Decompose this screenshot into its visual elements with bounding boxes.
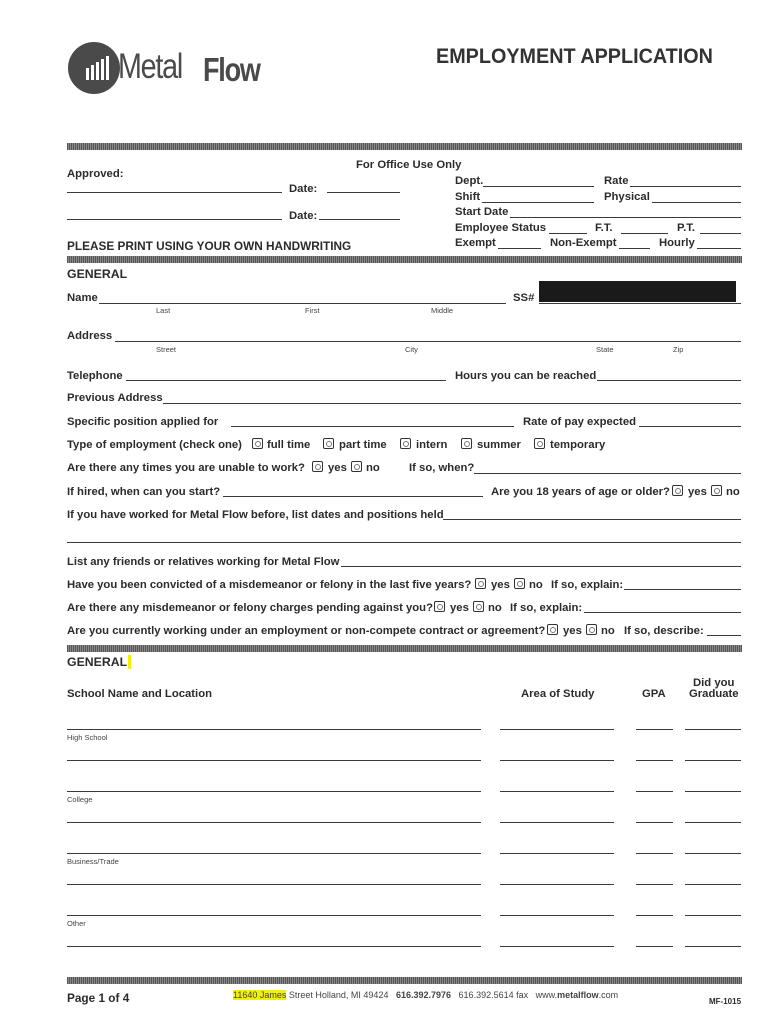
pending-explain-field[interactable] — [584, 612, 741, 613]
logo-text-bold: Flow — [203, 51, 260, 88]
college-area-line-1[interactable] — [500, 791, 614, 792]
hs-grad-line-2[interactable] — [685, 760, 741, 761]
convicted-no-label: no — [529, 579, 543, 591]
exempt-label: Exempt — [455, 237, 496, 249]
footer-website[interactable] — [536, 990, 619, 1000]
friends-label: List any friends or relatives working for Metal Flow — [67, 556, 340, 568]
footer-web-prefix: www. — [535, 990, 558, 1000]
row-label-high-school: High School — [67, 733, 108, 742]
physical-line[interactable] — [652, 202, 741, 203]
addr-state-caption: State — [596, 345, 614, 354]
other-school-line-1[interactable] — [67, 915, 481, 916]
approved-line-2[interactable] — [67, 219, 282, 220]
education-heading: GENERAL — [67, 655, 128, 669]
footer-contact — [233, 990, 618, 1000]
ss-field[interactable] — [539, 303, 741, 304]
ss-redacted-box — [539, 281, 736, 302]
col-school-header: School Name and Location — [67, 688, 212, 700]
metalflow-logo — [66, 40, 266, 96]
age18-no-checkbox[interactable] — [711, 485, 722, 496]
rate-label: Rate — [604, 175, 629, 187]
college-area-line-2[interactable] — [500, 822, 614, 823]
section-divider-top — [67, 143, 742, 150]
pt-line[interactable] — [700, 233, 741, 234]
row-label-other: Other — [67, 919, 86, 928]
contract-describe-label: If so, describe: — [624, 625, 704, 637]
hs-grad-line-1[interactable] — [685, 729, 741, 730]
trade-area-line-1[interactable] — [500, 853, 614, 854]
section-divider-general — [67, 256, 742, 263]
if-so-when-label: If so, when? — [409, 462, 475, 474]
contract-label: Are you currently working under an employment or non-compete contract or agreement? — [67, 625, 546, 637]
age18-yes-label: yes — [688, 486, 707, 498]
non-exempt-label: Non-Exempt — [550, 237, 617, 249]
dept-line[interactable] — [483, 186, 594, 187]
part-time-checkbox[interactable] — [323, 438, 334, 449]
hs-area-line-1[interactable] — [500, 729, 614, 730]
other-gpa-line-2[interactable] — [636, 946, 673, 947]
hs-gpa-line-1[interactable] — [636, 729, 673, 730]
hourly-label: Hourly — [659, 237, 695, 249]
trade-grad-line-2[interactable] — [685, 884, 741, 885]
previous-address-label: Previous Address — [67, 392, 163, 404]
date-line-1[interactable] — [327, 192, 400, 193]
convicted-yes-checkbox[interactable] — [475, 578, 486, 589]
hs-school-line-1[interactable] — [67, 729, 481, 730]
friends-field[interactable] — [341, 566, 741, 567]
employee-status-line[interactable] — [549, 233, 587, 234]
name-middle-caption: Middle — [431, 306, 454, 315]
footer-fax: 616.392.5614 fax — [458, 990, 529, 1000]
col-area-header: Area of Study — [521, 688, 595, 700]
name-field[interactable] — [99, 303, 506, 304]
rate-line[interactable] — [630, 186, 741, 187]
form-code: MF-1015 — [709, 997, 742, 1006]
worked-before-label: If you have worked for Metal Flow before, list dates and positions held — [67, 509, 444, 521]
if-so-when-field[interactable] — [474, 473, 741, 474]
other-area-line-2[interactable] — [500, 946, 614, 947]
college-grad-line-1[interactable] — [685, 791, 741, 792]
addr-city-caption: City — [405, 345, 418, 354]
text-cursor-highlight — [128, 655, 131, 669]
addr-street-caption: Street — [156, 345, 177, 354]
unable-no-checkbox[interactable] — [351, 461, 362, 472]
age18-no-label: no — [726, 486, 740, 498]
other-school-line-2[interactable] — [67, 946, 481, 947]
part-time-label: part time — [339, 439, 387, 451]
unable-to-work-label: Are there any times you are unable to work? — [67, 462, 305, 474]
other-grad-line-2[interactable] — [685, 946, 741, 947]
trade-school-line-1[interactable] — [67, 853, 481, 854]
convicted-explain-field[interactable] — [624, 589, 741, 590]
shift-label: Shift — [455, 191, 481, 203]
physical-label: Physical — [604, 191, 650, 203]
contract-describe-field[interactable] — [707, 635, 741, 636]
other-grad-line-1[interactable] — [685, 915, 741, 916]
addr-zip-caption: Zip — [673, 345, 684, 354]
footer-web-domain: metalflow — [557, 990, 599, 1000]
print-instruction: PLEASE PRINT USING YOUR OWN HANDWRITING — [67, 239, 352, 253]
contract-no-checkbox[interactable] — [586, 624, 597, 635]
col-gpa-header: GPA — [642, 688, 666, 700]
footer-web-suffix: .com — [598, 990, 619, 1000]
address-field[interactable] — [115, 341, 741, 342]
pending-no-label: no — [488, 602, 502, 614]
trade-area-line-2[interactable] — [500, 884, 614, 885]
convicted-label: Have you been convicted of a misdemeanor or felony in the last five years? — [67, 579, 472, 591]
logo-circle-icon — [66, 40, 122, 96]
age18-yes-checkbox[interactable] — [672, 485, 683, 496]
start-field[interactable] — [223, 496, 483, 497]
hs-area-line-2[interactable] — [500, 760, 614, 761]
temporary-checkbox[interactable] — [534, 438, 545, 449]
hours-field[interactable] — [597, 380, 741, 381]
position-label: Specific position applied for — [67, 416, 219, 428]
trade-gpa-line-1[interactable] — [636, 853, 673, 854]
rate-of-pay-field[interactable] — [639, 426, 741, 427]
convicted-explain-label: If so, explain: — [551, 579, 624, 591]
trade-school-line-2[interactable] — [67, 884, 481, 885]
exempt-line[interactable] — [498, 248, 541, 249]
position-field[interactable] — [231, 426, 514, 427]
other-area-line-1[interactable] — [500, 915, 614, 916]
logo-text-light: Metal — [118, 47, 183, 86]
pt-label: P.T. — [677, 222, 696, 234]
shift-line[interactable] — [482, 202, 594, 203]
other-gpa-line-1[interactable] — [636, 915, 673, 916]
college-gpa-line-1[interactable] — [636, 791, 673, 792]
name-last-caption: Last — [156, 306, 171, 315]
date-line-2[interactable] — [319, 219, 400, 220]
unable-yes-checkbox[interactable] — [312, 461, 323, 472]
college-gpa-line-2[interactable] — [636, 822, 673, 823]
unable-no-label: no — [366, 462, 380, 474]
contract-yes-checkbox[interactable] — [547, 624, 558, 635]
hours-label: Hours you can be reached — [455, 370, 597, 382]
age18-label: Are you 18 years of age or older? — [491, 486, 670, 498]
full-time-checkbox[interactable] — [252, 438, 263, 449]
contract-no-label: no — [601, 625, 615, 637]
ft-label: F.T. — [595, 222, 613, 234]
temporary-label: temporary — [550, 439, 606, 451]
summer-label: summer — [477, 439, 521, 451]
approved-line-1[interactable] — [67, 192, 282, 193]
convicted-no-checkbox[interactable] — [514, 578, 525, 589]
pending-yes-label: yes — [450, 602, 469, 614]
row-label-college: College — [67, 795, 93, 804]
footer-address-highlight: 11640 James — [233, 990, 287, 1000]
date-label-2: Date: — [289, 210, 318, 222]
footer-address: Street Holland, MI 49424 — [288, 990, 389, 1000]
college-school-line-2[interactable] — [67, 822, 481, 823]
worked-before-field[interactable] — [443, 519, 741, 520]
intern-checkbox[interactable] — [400, 438, 411, 449]
col-grad-header-1: Did you — [693, 677, 735, 689]
approved-label: Approved: — [67, 168, 124, 180]
contract-yes-label: yes — [563, 625, 582, 637]
summer-checkbox[interactable] — [461, 438, 472, 449]
worked-before-field-2[interactable] — [67, 542, 741, 543]
date-label-1: Date: — [289, 183, 318, 195]
rate-of-pay-label: Rate of pay expected — [523, 416, 637, 428]
ss-label: SS# — [513, 292, 535, 304]
section-divider-footer — [67, 977, 742, 984]
address-label: Address — [67, 330, 113, 342]
page-title: EMPLOYMENT APPLICATION — [436, 44, 713, 68]
general-heading: GENERAL — [67, 267, 128, 281]
start-label: If hired, when can you start? — [67, 486, 221, 498]
pending-yes-checkbox[interactable] — [434, 601, 445, 612]
row-label-business-trade: Business/Trade — [67, 857, 119, 866]
name-first-caption: First — [305, 306, 320, 315]
dept-label: Dept. — [455, 175, 484, 187]
name-label: Name — [67, 292, 98, 304]
college-grad-line-2[interactable] — [685, 822, 741, 823]
hs-gpa-line-2[interactable] — [636, 760, 673, 761]
hourly-line[interactable] — [697, 248, 741, 249]
unable-yes-label: yes — [328, 462, 347, 474]
convicted-yes-label: yes — [491, 579, 510, 591]
employee-status-label: Employee Status — [455, 222, 547, 234]
footer-phone: 616.392.7976 — [395, 990, 452, 1000]
trade-gpa-line-2[interactable] — [636, 884, 673, 885]
telephone-label: Telephone — [67, 370, 123, 382]
full-time-label: full time — [267, 439, 311, 451]
hs-school-line-2[interactable] — [67, 760, 481, 761]
start-date-label: Start Date — [455, 206, 509, 218]
start-date-line[interactable] — [510, 217, 741, 218]
telephone-field[interactable] — [126, 380, 446, 381]
college-school-line-1[interactable] — [67, 791, 481, 792]
section-divider-education — [67, 645, 742, 652]
col-grad-header-2: Graduate — [689, 688, 739, 700]
ft-line[interactable] — [621, 233, 668, 234]
non-exempt-line[interactable] — [619, 248, 650, 249]
pending-explain-label: If so, explain: — [510, 602, 583, 614]
previous-address-field[interactable] — [163, 403, 741, 404]
page-number: Page 1 of 4 — [67, 991, 130, 1005]
pending-label: Are there any misdemeanor or felony charges pending against you? — [67, 602, 433, 614]
pending-no-checkbox[interactable] — [473, 601, 484, 612]
employment-type-label: Type of employment (check one) — [67, 439, 242, 451]
trade-grad-line-1[interactable] — [685, 853, 741, 854]
office-use-heading: For Office Use Only — [356, 159, 462, 171]
intern-label: intern — [416, 439, 448, 451]
